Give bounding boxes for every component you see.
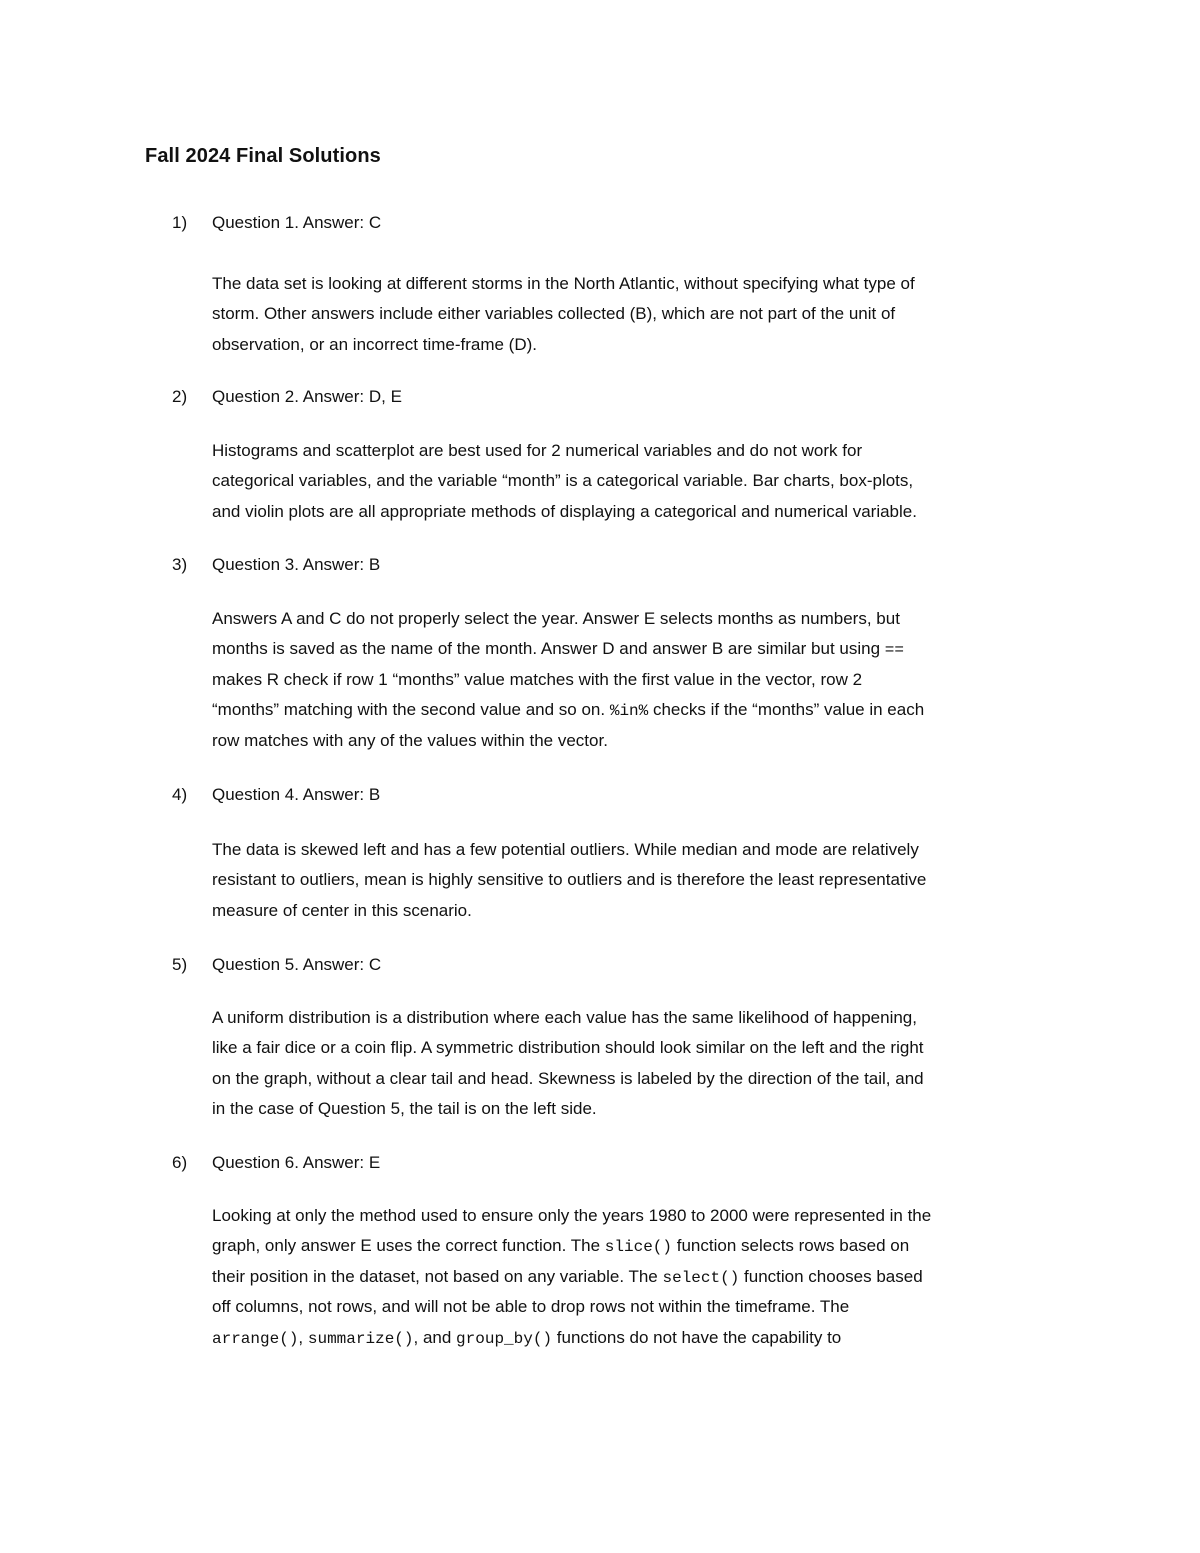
question-number: 2) [172, 387, 188, 406]
inline-code: summarize() [307, 1329, 414, 1348]
explanation-line: The data set is looking at different storms in the North Atlantic, without specifying what type of [212, 274, 915, 293]
question-heading: Question 2. Answer: D, E [212, 387, 402, 406]
explanation-line: Histograms and scatterplot are best used for 2 numerical variables and do not work for [212, 441, 863, 460]
explanation-line: row matches with any of the values within the vector. [212, 730, 608, 750]
explanation-line [212, 1323, 1062, 1353]
question-explanation [212, 1003, 1062, 1125]
question-explanation [212, 1201, 1062, 1353]
question-number: 1) [172, 213, 188, 232]
question-heading: Question 3. Answer: B [212, 555, 381, 574]
text-run: function chooses based [739, 1266, 923, 1286]
question-heading: Question 4. Answer: B [212, 785, 381, 804]
explanation-line: off columns, not rows, and will not be able to drop rows not within the timeframe. The [212, 1297, 850, 1317]
text-run: “months” matching with the second value and so on. [212, 700, 610, 720]
explanation-line [212, 634, 1062, 664]
explanation-line [212, 695, 1062, 725]
explanation-line: categorical variables, and the variable “month” is a categorical variable. Bar charts, box-plots, [212, 471, 914, 491]
explanation-line: measure of center in this scenario. [212, 900, 472, 920]
question-number: 5) [172, 955, 188, 974]
inline-code: slice() [604, 1238, 673, 1257]
inline-code: select() [662, 1268, 740, 1287]
question-heading: Question 6. Answer: E [212, 1153, 381, 1172]
explanation-line [212, 1262, 1062, 1292]
explanation-line: Answers A and C do not properly select the year. Answer E selects months as numbers, but [212, 609, 900, 628]
question-heading: Question 1. Answer: C [212, 213, 382, 232]
explanation-line: resistant to outliers, mean is highly sensitive to outliers and is therefore the least representative [212, 870, 927, 890]
question-number: 3) [172, 555, 188, 574]
question-number: 6) [172, 1153, 188, 1172]
inline-code: group_by() [456, 1329, 553, 1348]
inline-code: == [884, 641, 904, 660]
text-run: , and [413, 1327, 457, 1347]
explanation-line: like a fair dice or a coin flip. A symmetric distribution should look similar on the left and the right [212, 1038, 924, 1058]
explanation-line: makes R check if row 1 “months” value matches with the first value in the vector, row 2 [212, 669, 863, 689]
explanation-line [212, 1231, 1062, 1261]
question-number: 4) [172, 785, 188, 804]
explanation-line: Looking at only the method used to ensure only the years 1980 to 2000 were represented in the [212, 1206, 932, 1225]
explanation-line: in the case of Question 5, the tail is on the left side. [212, 1099, 597, 1119]
question-heading: Question 5. Answer: C [212, 955, 382, 974]
question-explanation [212, 436, 1062, 527]
page-title: Fall 2024 Final Solutions [145, 145, 381, 167]
explanation-line: storm. Other answers include either variables collected (B), which are not part of the unit of [212, 304, 896, 324]
text-run: months is saved as the name of the month. Answer D and answer B are similar but using [212, 639, 885, 659]
explanation-line: on the graph, without a clear tail and head. Skewness is labeled by the direction of the tail, and [212, 1068, 924, 1088]
text-run: checks if the “months” value in each [648, 700, 925, 720]
explanation-line: A uniform distribution is a distribution where each value has the same likelihood of happening, [212, 1008, 917, 1027]
explanation-line: The data is skewed left and has a few potential outliers. While median and mode are relatively [212, 840, 919, 859]
explanation-line: and violin plots are all appropriate methods of displaying a categorical and numerical variable. [212, 501, 917, 521]
inline-code: arrange() [212, 1329, 299, 1348]
question-explanation [212, 604, 1062, 756]
explanation-line: observation, or an incorrect time-frame (D). [212, 334, 537, 354]
text-run: , [298, 1327, 308, 1347]
question-explanation [212, 835, 1062, 926]
text-run: their position in the dataset, not based on any variable. The [212, 1266, 663, 1286]
inline-code: %in% [609, 702, 649, 721]
text-run: function selects rows based on [672, 1236, 910, 1256]
text-run: graph, only answer E uses the correct function. The [212, 1236, 605, 1256]
question-explanation [212, 269, 1062, 360]
text-run: functions do not have the capability to [552, 1327, 842, 1347]
